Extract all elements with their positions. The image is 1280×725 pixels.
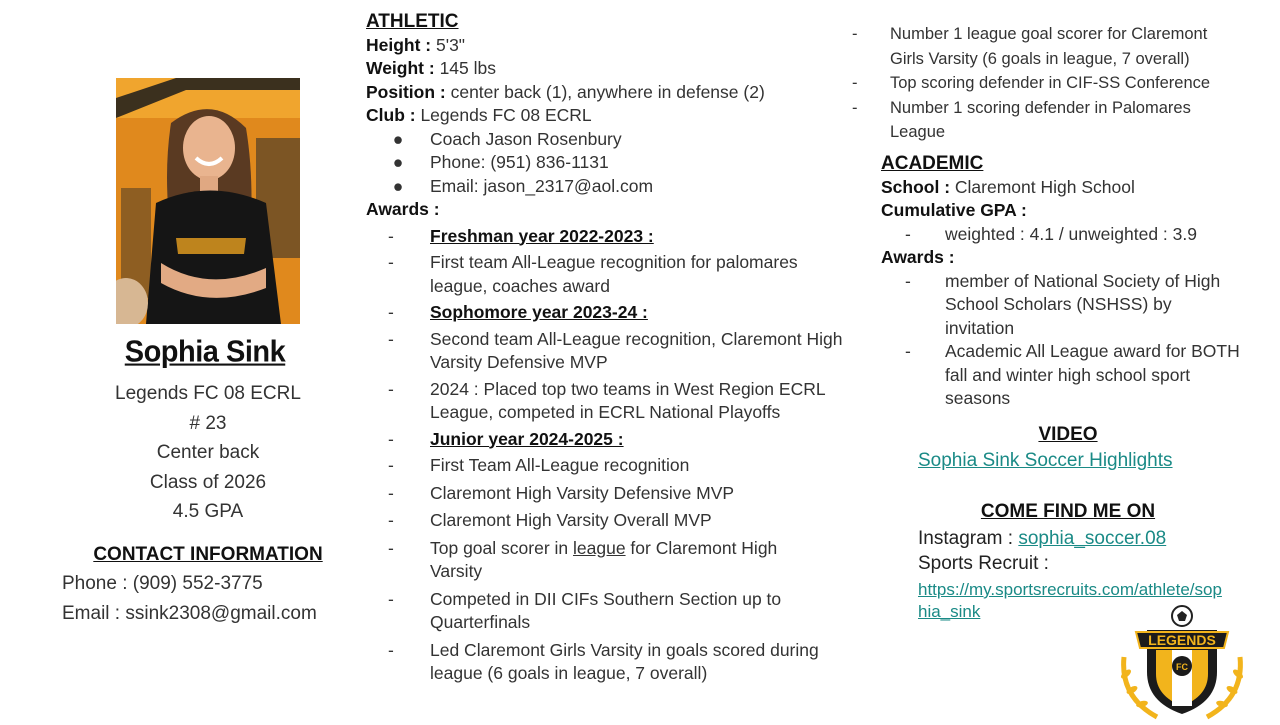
- profile-gpa: 4.5 GPA: [172, 501, 244, 522]
- club-row: [366, 104, 876, 128]
- right-awards: [852, 22, 1262, 145]
- height-label: Height :: [366, 34, 432, 55]
- logo-text: LEGENDS: [1148, 632, 1216, 648]
- list-item: - Competed in DII CIFs Southern Section up to Quarterfinals: [388, 588, 876, 635]
- list-item: - First team All-League recognition for palomares league, coaches award: [388, 251, 876, 298]
- list-item: - 2024 : Placed top two teams in West Region ECRL League, competed in ECRL National Playoffs: [388, 378, 876, 425]
- find-me-heading: COME FIND ME ON: [980, 501, 1156, 522]
- player-name: Sophia Sink: [124, 335, 286, 369]
- academic-award: Academic All League award for BOTH fall and winter high school sport seasons: [945, 341, 1240, 408]
- junior-award-text: for Claremont High Varsity: [430, 537, 778, 581]
- junior-award: Claremont High Varsity Defensive MVP: [430, 482, 735, 503]
- contact-heading: CONTACT INFORMATION: [93, 544, 323, 565]
- profile-class: Class of 2026: [149, 472, 267, 493]
- list-item: ● Email: jason_2317@aol.com: [366, 175, 876, 199]
- junior-award: Competed in DII CIFs Southern Section up to Quarterfinals: [430, 588, 782, 632]
- profile-club: Legends FC 08 ECRL: [115, 383, 301, 404]
- position-value: center back (1), anywhere in defense (2): [445, 81, 765, 102]
- gpa-value: weighted : 4.1 / unweighted : 3.9: [945, 223, 1197, 244]
- sophomore-award: Second team All-League recognition, Claremont High Varsity Defensive MVP: [430, 328, 843, 372]
- position-label: Position :: [366, 81, 446, 102]
- list-item: - Number 1 league goal scorer for Claremont Girls Varsity (6 goals in league, 7 overall): [852, 22, 1262, 71]
- right-award: Number 1 league goal scorer for Claremont Girls Varsity (6 goals in league, 7 overall): [890, 25, 1208, 68]
- list-item: - Second team All-League recognition, Claremont High Varsity Defensive MVP: [388, 328, 876, 375]
- academic-award: member of National Society of High School Scholars (NSHSS) by invitation: [945, 270, 1221, 338]
- list-item: - Top goal scorer in league for Claremont High Varsity: [388, 537, 876, 584]
- sophomore-heading: Sophomore year 2023-24 :: [430, 302, 648, 322]
- club-value: Legends FC 08 ECRL: [415, 105, 592, 125]
- academic-heading: ACADEMIC: [881, 153, 984, 174]
- list-item: - Number 1 scoring defender in Palomares League: [852, 96, 1262, 145]
- gpa-label: Cumulative GPA :: [881, 200, 1027, 220]
- junior-award: Claremont High Varsity Overall MVP: [430, 510, 712, 530]
- profile-number: # 23: [189, 413, 227, 434]
- list-item: - First Team All-League recognition: [388, 454, 876, 478]
- profile-position: Center back: [156, 442, 260, 463]
- weight-value: 145 lbs: [434, 58, 496, 78]
- list-item: - Academic All League award for BOTH fall and winter high school sport seasons: [905, 340, 1261, 411]
- contact-email: Email : ssink2308@gmail.com: [62, 603, 317, 624]
- list-item: - Claremont High Varsity Overall MVP: [388, 509, 876, 533]
- list-item: - Sophomore year 2023-24 :: [388, 301, 876, 325]
- freshman-award: First team All-League recognition for palomares league, coaches award: [430, 252, 798, 296]
- legends-fc-logo: [1112, 602, 1252, 720]
- instagram-label: Instagram :: [918, 528, 1019, 549]
- list-item: - Junior year 2024-2025 :: [388, 428, 876, 452]
- junior-award: Led Claremont Girls Varsity in goals scored during league (6 goals in league, 7 overall): [430, 639, 819, 683]
- junior-award: [430, 537, 830, 584]
- junior-award-text: Top goal scorer in: [430, 537, 573, 558]
- instagram-link[interactable]: sophia_soccer.08: [1018, 528, 1167, 549]
- junior-award: First Team All-League recognition: [430, 455, 690, 475]
- athletic-section: [366, 10, 876, 686]
- list-item: - Led Claremont Girls Varsity in goals scored during league (6 goals in league, 7 overall): [388, 639, 876, 686]
- legends-crest-icon: [1112, 602, 1252, 720]
- junior-heading: Junior year 2024-2025 :: [430, 428, 624, 449]
- contact-phone: Phone : (909) 552-3775: [62, 573, 263, 594]
- sports-recruit-label: Sports Recruit :: [918, 553, 1049, 574]
- right-award: Number 1 scoring defender in Palomares League: [890, 98, 1191, 141]
- awards-label: Awards :: [366, 199, 440, 219]
- academic-section: [881, 152, 1261, 411]
- sophomore-award: 2024 : Placed top two teams in West Region ECRL League, competed in ECRL National Playoffs: [430, 378, 825, 422]
- right-award: Top scoring defender in CIF-SS Conference: [890, 74, 1211, 92]
- player-photo: [116, 78, 300, 324]
- weight-row: [366, 57, 876, 81]
- height-row: [366, 34, 876, 58]
- junior-award-underlined: league: [573, 537, 626, 558]
- list-item: - Claremont High Varsity Defensive MVP: [388, 482, 876, 506]
- list-item: - Freshman year 2022-2023 :: [388, 225, 876, 249]
- height-value: 5'3": [431, 34, 466, 55]
- club-label: Club :: [366, 105, 416, 125]
- list-item: - Top scoring defender in CIF-SS Conference: [852, 71, 1262, 96]
- video-heading: VIDEO: [1038, 424, 1098, 445]
- athletic-heading: ATHLETIC: [366, 11, 459, 32]
- video-link[interactable]: Sophia Sink Soccer Highlights: [918, 450, 1173, 471]
- logo-sub-text: FC: [1176, 662, 1188, 672]
- school-label: School :: [881, 176, 951, 197]
- freshman-heading: Freshman year 2022-2023 :: [430, 225, 654, 246]
- list-item: - weighted : 4.1 / unweighted : 3.9: [905, 223, 1261, 247]
- list-item: ● Phone: (951) 836-1131: [366, 151, 876, 175]
- coach-email: Email: jason_2317@aol.com: [430, 175, 654, 196]
- school-value: Claremont High School: [950, 176, 1135, 197]
- instagram-row: [918, 528, 1166, 550]
- player-photo-illustration: [116, 78, 300, 324]
- academic-awards-label: Awards :: [881, 247, 955, 267]
- sports-recruit-link[interactable]: https://my.sportsrecruits.com/athlete/sophia_sink: [918, 580, 1222, 621]
- position-row: [366, 81, 876, 105]
- coach-phone: Phone: (951) 836-1131: [430, 152, 609, 172]
- list-item: - member of National Society of High School Scholars (NSHSS) by invitation: [905, 270, 1261, 341]
- coach-name: Coach Jason Rosenbury: [430, 128, 622, 149]
- school-row: [881, 176, 1261, 200]
- weight-label: Weight :: [366, 58, 435, 78]
- list-item: ● Coach Jason Rosenbury: [366, 128, 876, 152]
